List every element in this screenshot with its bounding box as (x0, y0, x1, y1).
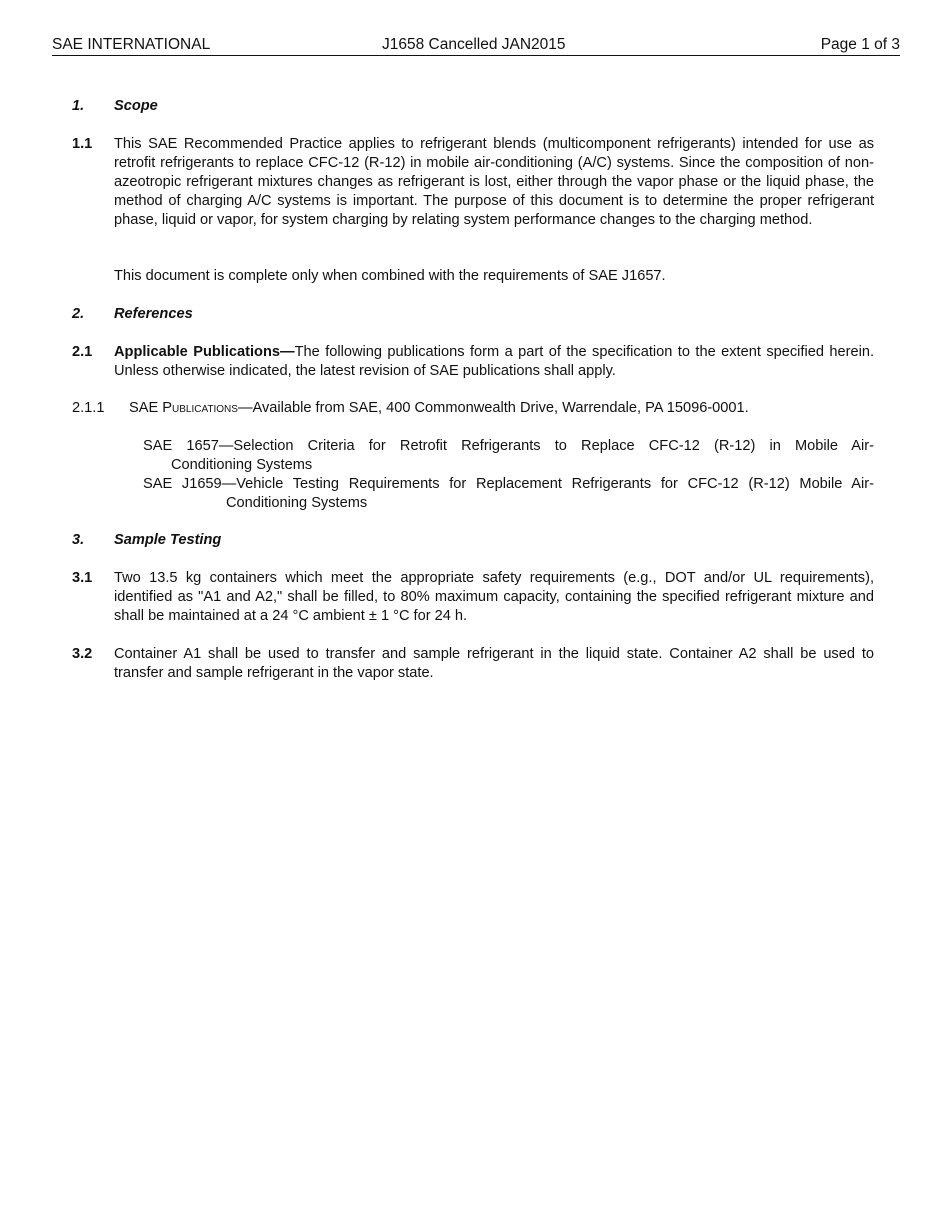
section-number: 1. (72, 98, 85, 114)
paragraph-body: —Available from SAE, 400 Commonwealth Drive, Warrendale, PA 15096-0001. (237, 400, 749, 416)
section-number: 3.1 (72, 570, 93, 586)
section-paragraph: Two 13.5 kg containers which meet the appropriate safety requirements (e.g., DOT and/or UL requirements), identified as "A1 and A2," shall be filled, to 80% maximum capacity, containing the specified refrigerant mixture and shall be maintained at a 24 °C ambient ± 1 °C for 24 h. (114, 570, 874, 624)
section-number: 2. (72, 306, 85, 322)
reference-line: SAE 1657—Selection Criteria for Retrofit Refrigerants to Replace CFC-12 (R-12) in Mobile Air- (143, 438, 874, 454)
header-org: SAE INTERNATIONAL (52, 36, 211, 53)
section-title: Sample Testing (114, 532, 222, 548)
section-number: 2.1 (72, 344, 93, 360)
section-number: 2.1.1 (72, 400, 105, 416)
reference-item (143, 475, 874, 513)
reference-line: SAE J1659—Vehicle Testing Requirements for Replacement Refrigerants for CFC-12 (R-12) Mobile Air- (143, 476, 874, 492)
section-number: 3.2 (72, 646, 93, 662)
header-page-number: Page 1 of 3 (820, 36, 900, 53)
section-number: 1.1 (72, 136, 93, 152)
reference-line: Conditioning Systems (171, 457, 313, 473)
section-number: 3. (72, 532, 85, 548)
section-title: Scope (114, 98, 158, 114)
paragraph-lead: Applicable Publications— (114, 344, 295, 360)
page-header (52, 35, 900, 56)
reference-item (143, 437, 874, 475)
reference-line: Conditioning Systems (226, 495, 368, 511)
section-paragraph: This SAE Recommended Practice applies to refrigerant blends (multicomponent refrigerants) intended for use as retrofit refrigerants to replace CFC-12 (R-12) in mobile air-conditioning (A/C) systems. Since the composition of non-azeotropic refrigerant mixtures changes as refrigerant is lost, either through the vapor phase or the liquid phase, the method of charging A/C systems is important. The purpose of this document is to determine the proper refrigerant phase, liquid or vapor, for system charging by relating system performance changes to the charging method. (114, 136, 874, 228)
section-title: References (114, 306, 193, 322)
section-paragraph: This document is complete only when combined with the requirements of SAE J1657. (114, 268, 666, 284)
section-paragraph: Container A1 shall be used to transfer and sample refrigerant in the liquid state. Container A2 shall be used to transfer and sample refrigerant in the vapor state. (114, 646, 874, 681)
paragraph-body: The following publications form a part of the specification to the extent specified herein. Unless otherwise indicated, the latest revision of SAE publications shall apply. (114, 344, 874, 379)
paragraph-lead: SAE Publications (129, 400, 238, 416)
section-paragraph (114, 343, 874, 381)
section-paragraph (129, 399, 874, 418)
header-doc-id: J1658 Cancelled JAN2015 (382, 36, 566, 53)
